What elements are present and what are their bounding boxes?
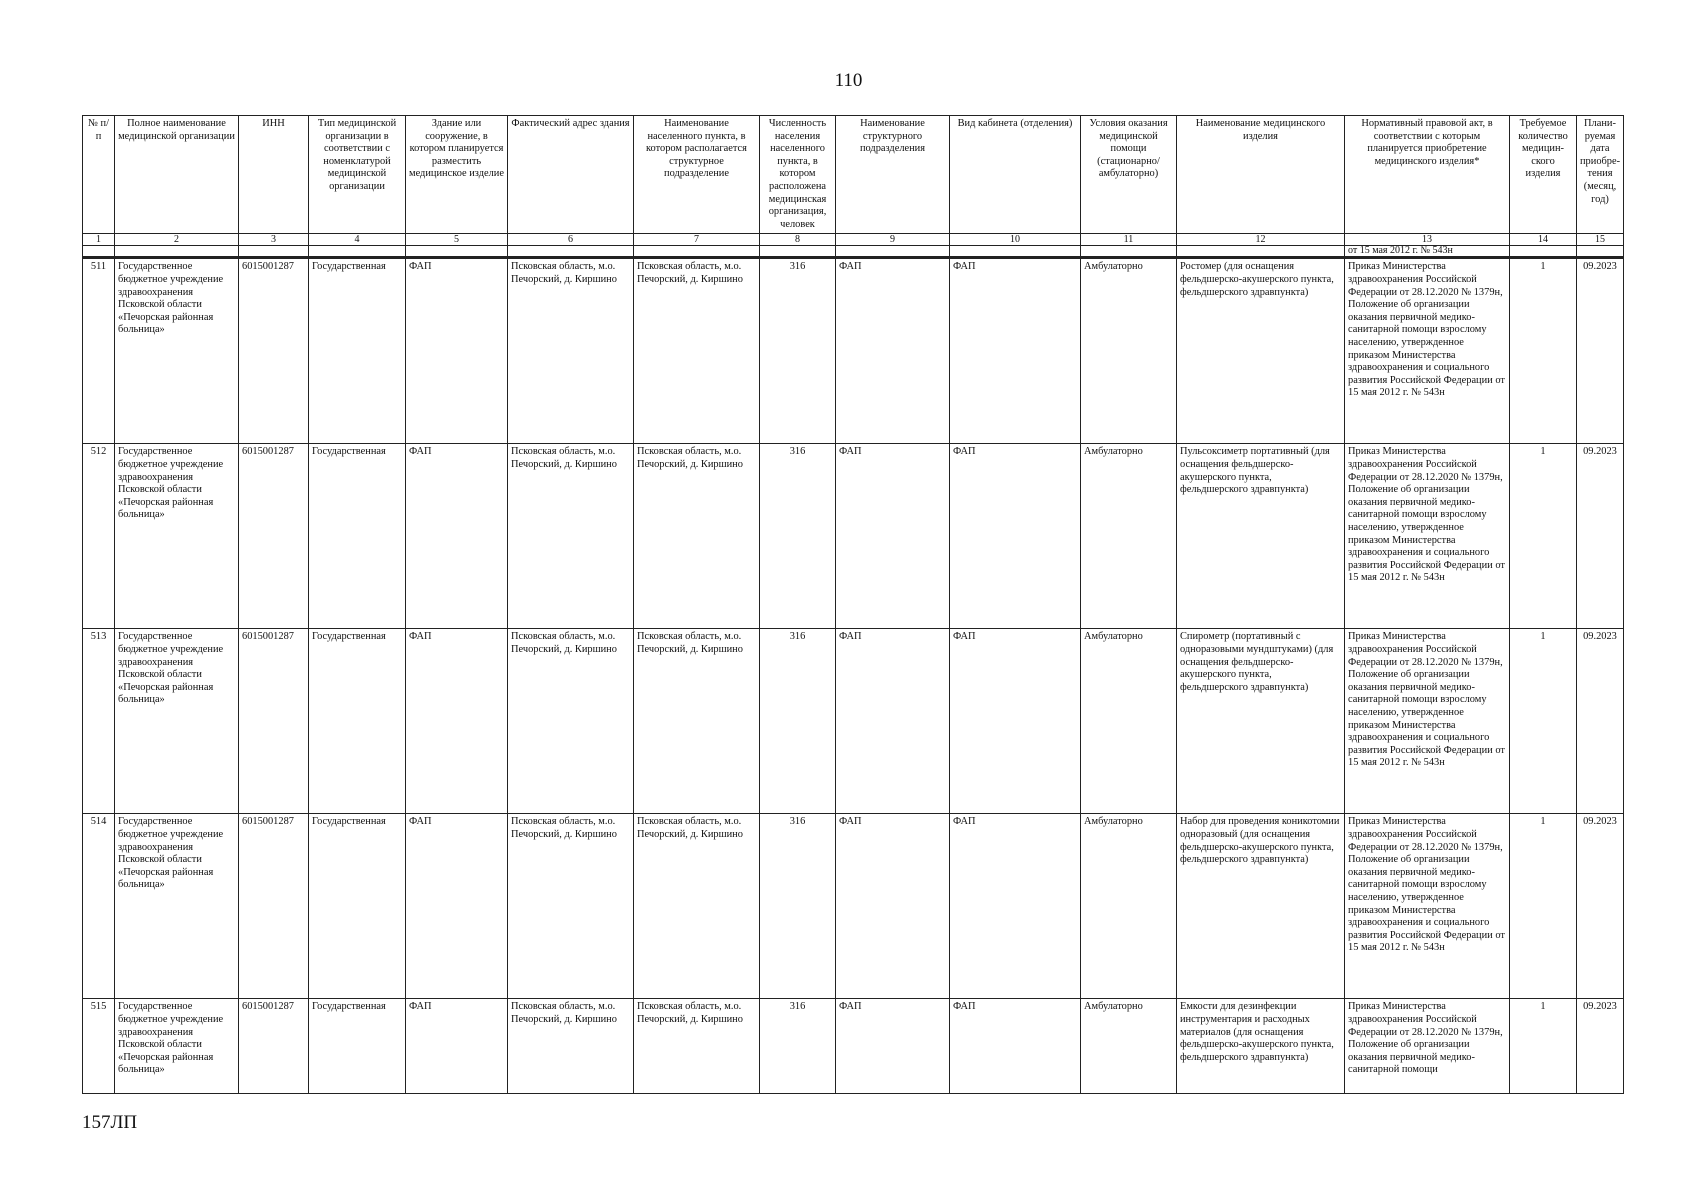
header-cell: № п/п bbox=[83, 116, 115, 234]
legal-act: Приказ Министерства здравоохранения Российской Федерации от 28.12.2020 № 1379н, Положение об организации оказания первичной медико-санитарной помощи bbox=[1345, 999, 1510, 1094]
legal-act: Приказ Министерства здравоохранения Российской Федерации от 28.12.2020 № 1379н, Положение об организации оказания первичной медико-санитарной помощи взрослому населению, утвержденное приказом Министерства здравоохранения и социального развития Российской Федерации от 15 мая 2012 г. № 543н bbox=[1345, 629, 1510, 814]
address: Псковская область, м.о. Печорский, д. Киршино bbox=[508, 629, 634, 814]
inn: 6015001287 bbox=[239, 999, 309, 1094]
legal-act: Приказ Министерства здравоохранения Российской Федерации от 28.12.2020 № 1379н, Положение об организации оказания первичной медико-санитарной помощи взрослому населению, утвержденное приказом Министерства здравоохранения и социального развития Российской Федерации от 15 мая 2012 г. № 543н bbox=[1345, 814, 1510, 999]
table-row bbox=[83, 629, 1624, 814]
population: 316 bbox=[760, 258, 836, 444]
care-conditions: Амбулаторно bbox=[1081, 258, 1177, 444]
locality: Псковская область, м.о. Печорский, д. Киршино bbox=[634, 999, 760, 1094]
header-cell: Наименование структурного подразделения bbox=[836, 116, 950, 234]
address: Псковская область, м.о. Печорский, д. Киршино bbox=[508, 258, 634, 444]
quantity: 1 bbox=[1510, 999, 1577, 1094]
population: 316 bbox=[760, 814, 836, 999]
column-number: 7 bbox=[634, 234, 760, 246]
table-row bbox=[83, 258, 1624, 444]
organization-name: Государственное бюджетное учреждение здравоохранения Псковской области «Печорская районная больница» bbox=[115, 999, 239, 1094]
cabinet-type: ФАП bbox=[950, 999, 1081, 1094]
continuation-text: от 15 мая 2012 г. № 543н bbox=[1345, 246, 1510, 258]
footer-code: 157ЛП bbox=[82, 1112, 138, 1133]
column-number: 11 bbox=[1081, 234, 1177, 246]
subdivision: ФАП bbox=[836, 814, 950, 999]
subdivision: ФАП bbox=[836, 444, 950, 629]
population: 316 bbox=[760, 629, 836, 814]
building: ФАП bbox=[406, 444, 508, 629]
planned-date: 09.2023 bbox=[1577, 814, 1624, 999]
header-cell: Требуемое количество медицин-ского изделия bbox=[1510, 116, 1577, 234]
header-row bbox=[83, 116, 1624, 234]
table-row bbox=[83, 814, 1624, 999]
column-number: 2 bbox=[115, 234, 239, 246]
header-cell: Тип медицинской организации в соответствии с номенклатурой медицинской организации bbox=[309, 116, 406, 234]
cabinet-type: ФАП bbox=[950, 814, 1081, 999]
inn: 6015001287 bbox=[239, 444, 309, 629]
organization-type: Государственная bbox=[309, 444, 406, 629]
row-number: 514 bbox=[83, 814, 115, 999]
column-number: 15 bbox=[1577, 234, 1624, 246]
medical-device: Пульсоксиметр портативный (для оснащения фельдшерско-акушерского пункта, фельдшерского здравпункта) bbox=[1177, 444, 1345, 629]
population: 316 bbox=[760, 999, 836, 1094]
planned-date: 09.2023 bbox=[1577, 258, 1624, 444]
address: Псковская область, м.о. Печорский, д. Киршино bbox=[508, 444, 634, 629]
column-number: 13 bbox=[1345, 234, 1510, 246]
cabinet-type: ФАП bbox=[950, 258, 1081, 444]
organization-type: Государственная bbox=[309, 629, 406, 814]
column-number: 6 bbox=[508, 234, 634, 246]
care-conditions: Амбулаторно bbox=[1081, 999, 1177, 1094]
care-conditions: Амбулаторно bbox=[1081, 814, 1177, 999]
row-number: 512 bbox=[83, 444, 115, 629]
header-cell: Полное наименование медицинской организации bbox=[115, 116, 239, 234]
cabinet-type: ФАП bbox=[950, 444, 1081, 629]
medical-device: Ростомер (для оснащения фельдшерско-акушерского пункта, фельдшерского здравпункта) bbox=[1177, 258, 1345, 444]
planned-date: 09.2023 bbox=[1577, 629, 1624, 814]
organization-name: Государственное бюджетное учреждение здравоохранения Псковской области «Печорская районная больница» bbox=[115, 629, 239, 814]
equipment-table bbox=[82, 115, 1624, 1094]
care-conditions: Амбулаторно bbox=[1081, 444, 1177, 629]
care-conditions: Амбулаторно bbox=[1081, 629, 1177, 814]
column-number: 4 bbox=[309, 234, 406, 246]
table-row bbox=[83, 999, 1624, 1094]
column-number: 12 bbox=[1177, 234, 1345, 246]
address: Псковская область, м.о. Печорский, д. Киршино bbox=[508, 814, 634, 999]
page-number: 110 bbox=[834, 70, 863, 91]
column-number: 3 bbox=[239, 234, 309, 246]
planned-date: 09.2023 bbox=[1577, 999, 1624, 1094]
organization-type: Государственная bbox=[309, 258, 406, 444]
quantity: 1 bbox=[1510, 814, 1577, 999]
locality: Псковская область, м.о. Печорский, д. Киршино bbox=[634, 629, 760, 814]
organization-name: Государственное бюджетное учреждение здравоохранения Псковской области «Печорская районная больница» bbox=[115, 258, 239, 444]
building: ФАП bbox=[406, 258, 508, 444]
legal-act: Приказ Министерства здравоохранения Российской Федерации от 28.12.2020 № 1379н, Положение об организации оказания первичной медико-санитарной помощи взрослому населению, утвержденное приказом Министерства здравоохранения и социального развития Российской Федерации от 15 мая 2012 г. № 543н bbox=[1345, 258, 1510, 444]
planned-date: 09.2023 bbox=[1577, 444, 1624, 629]
locality: Псковская область, м.о. Печорский, д. Киршино bbox=[634, 258, 760, 444]
header-cell: Фактический адрес здания bbox=[508, 116, 634, 234]
medical-device: Емкости для дезинфекции инструментария и расходных материалов (для оснащения фельдшерско-акушерского пункта, фельдшерского здравпункта) bbox=[1177, 999, 1345, 1094]
medical-device: Набор для проведения коникотомии одноразовый (для оснащения фельдшерско-акушерского пункта, фельдшерского здравпункта) bbox=[1177, 814, 1345, 999]
header-cell: Наименование медицинского изделия bbox=[1177, 116, 1345, 234]
column-number: 5 bbox=[406, 234, 508, 246]
organization-type: Государственная bbox=[309, 814, 406, 999]
subdivision: ФАП bbox=[836, 629, 950, 814]
locality: Псковская область, м.о. Печорский, д. Киршино bbox=[634, 444, 760, 629]
subdivision: ФАП bbox=[836, 999, 950, 1094]
header-cell: Плани-руемая дата приобре-тения (месяц, год) bbox=[1577, 116, 1624, 234]
column-number: 8 bbox=[760, 234, 836, 246]
header-cell: Здание или сооружение, в котором планируется разместить медицинское изделие bbox=[406, 116, 508, 234]
table-row bbox=[83, 444, 1624, 629]
quantity: 1 bbox=[1510, 629, 1577, 814]
organization-name: Государственное бюджетное учреждение здравоохранения Псковской области «Печорская районная больница» bbox=[115, 444, 239, 629]
column-number: 10 bbox=[950, 234, 1081, 246]
cabinet-type: ФАП bbox=[950, 629, 1081, 814]
organization-name: Государственное бюджетное учреждение здравоохранения Псковской области «Печорская районная больница» bbox=[115, 814, 239, 999]
column-number: 9 bbox=[836, 234, 950, 246]
inn: 6015001287 bbox=[239, 258, 309, 444]
row-number: 515 bbox=[83, 999, 115, 1094]
population: 316 bbox=[760, 444, 836, 629]
organization-type: Государственная bbox=[309, 999, 406, 1094]
locality: Псковская область, м.о. Печорский, д. Киршино bbox=[634, 814, 760, 999]
building: ФАП bbox=[406, 814, 508, 999]
header-cell: Нормативный правовой акт, в соответствии с которым планируется приобретение медицинского изделия* bbox=[1345, 116, 1510, 234]
header-cell: Условия оказания медицинской помощи (стационарно/ амбулаторно) bbox=[1081, 116, 1177, 234]
header-cell: Вид кабинета (отделения) bbox=[950, 116, 1081, 234]
header-cell: Численность населения населенного пункта, в котором расположена медицинская организация, человек bbox=[760, 116, 836, 234]
row-number: 511 bbox=[83, 258, 115, 444]
subdivision: ФАП bbox=[836, 258, 950, 444]
quantity: 1 bbox=[1510, 444, 1577, 629]
column-number-row bbox=[83, 234, 1624, 246]
header-cell: Наименование населенного пункта, в котором располагается структурное подразделение bbox=[634, 116, 760, 234]
inn: 6015001287 bbox=[239, 814, 309, 999]
inn: 6015001287 bbox=[239, 629, 309, 814]
quantity: 1 bbox=[1510, 258, 1577, 444]
legal-act: Приказ Министерства здравоохранения Российской Федерации от 28.12.2020 № 1379н, Положение об организации оказания первичной медико-санитарной помощи взрослому населению, утвержденное приказом Министерства здравоохранения и социального развития Российской Федерации от 15 мая 2012 г. № 543н bbox=[1345, 444, 1510, 629]
building: ФАП bbox=[406, 999, 508, 1094]
building: ФАП bbox=[406, 629, 508, 814]
medical-device: Спирометр (портативный с одноразовыми мундштуками) (для оснащения фельдшерско-акушерского пункта, фельдшерского здравпункта) bbox=[1177, 629, 1345, 814]
column-number: 1 bbox=[83, 234, 115, 246]
continuation-row bbox=[83, 246, 1624, 258]
header-cell: ИНН bbox=[239, 116, 309, 234]
address: Псковская область, м.о. Печорский, д. Киршино bbox=[508, 999, 634, 1094]
row-number: 513 bbox=[83, 629, 115, 814]
column-number: 14 bbox=[1510, 234, 1577, 246]
